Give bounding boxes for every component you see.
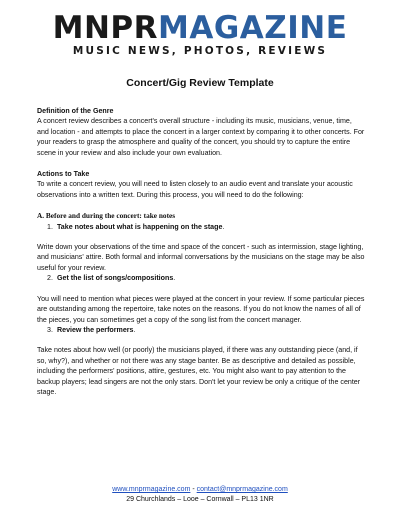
actions-text: To write a concert review, you will need to listen closely to an audio event and translate your acoustic observations into a written text. During this process, you will need to do the following: <box>37 180 353 199</box>
definition-text: A concert review describes a concert's overall structure - including its music, musicians, venue, time, and location - and attempts to place the concert in a larger context by comparing it to other concerts. For your readers to grasp the atmosphere and quality of the concert, you should try to capture the entire scene in your review and also include your own evaluation. <box>37 117 365 157</box>
document-title: Concert/Gig Review Template <box>126 77 274 89</box>
list-item-punct: . <box>222 222 225 231</box>
footer-address: 29 Churchlands – Looe – Cornwall – PL13 1NR <box>126 495 274 503</box>
list-item-label: Take notes about what is happening on the stage <box>57 222 223 231</box>
list-item-label: Get the list of songs/compositions <box>57 274 174 283</box>
list-item-body: You will need to mention what pieces were played at the concert in your review. If some particular pieces are outstanding among the repertoire, take notes on the reasons. If you do not know the names of all of the pieces, you can sometimes get a copy of the song list from the concert manager. <box>37 294 365 324</box>
footer-separator: - <box>190 486 197 493</box>
list-item-punct: . <box>173 274 176 283</box>
footer-contact-line <box>0 485 400 495</box>
list-item <box>47 273 365 283</box>
list-item-body: Take notes about how well (or poorly) the musicians played, if there was any outstanding piece (and, if so, why?), and whether or not there was any stage banter. Be as descriptive and detailed as possible, including the performers' positions, attire, gestures, etc. You might also want to pay attention to the backup players; lead singers are not the only stars. Don't let your review be only a critique of the center stage. <box>37 346 361 396</box>
list-item-punct: . <box>133 325 136 334</box>
logo-magazine: MAGAZINE <box>157 10 348 46</box>
email-link[interactable]: contact@mnprmagazine.com <box>196 486 288 493</box>
logo-wordmark <box>0 12 400 44</box>
logo-mnpr: MNPR <box>52 10 158 46</box>
list-item <box>47 222 365 232</box>
actions-heading: Actions to Take <box>37 170 90 179</box>
page-footer <box>0 485 400 504</box>
list-item-number: 1. <box>47 222 53 231</box>
list-item-body: Write down your observations of the time and space of the concert - such as intermission, stage lighting, and musicians' attire. Both formal and informal conversations by the musicians on the stage may be also useful for your review. <box>37 243 365 272</box>
section-a-heading: A. Before and during the concert: take notes <box>37 211 176 221</box>
document-body <box>37 106 365 397</box>
magazine-logo <box>0 12 400 58</box>
website-link[interactable]: www.mnprmagazine.com <box>112 486 191 493</box>
definition-heading: Definition of the Genre <box>37 107 114 115</box>
list-item-number: 2. <box>47 274 53 283</box>
list-item-number: 3. <box>47 325 53 334</box>
list-item-label: Review the performers <box>57 325 134 334</box>
logo-tagline: MUSIC NEWS, PHOTOS, REVIEWS <box>72 45 328 57</box>
list-item <box>47 325 365 335</box>
